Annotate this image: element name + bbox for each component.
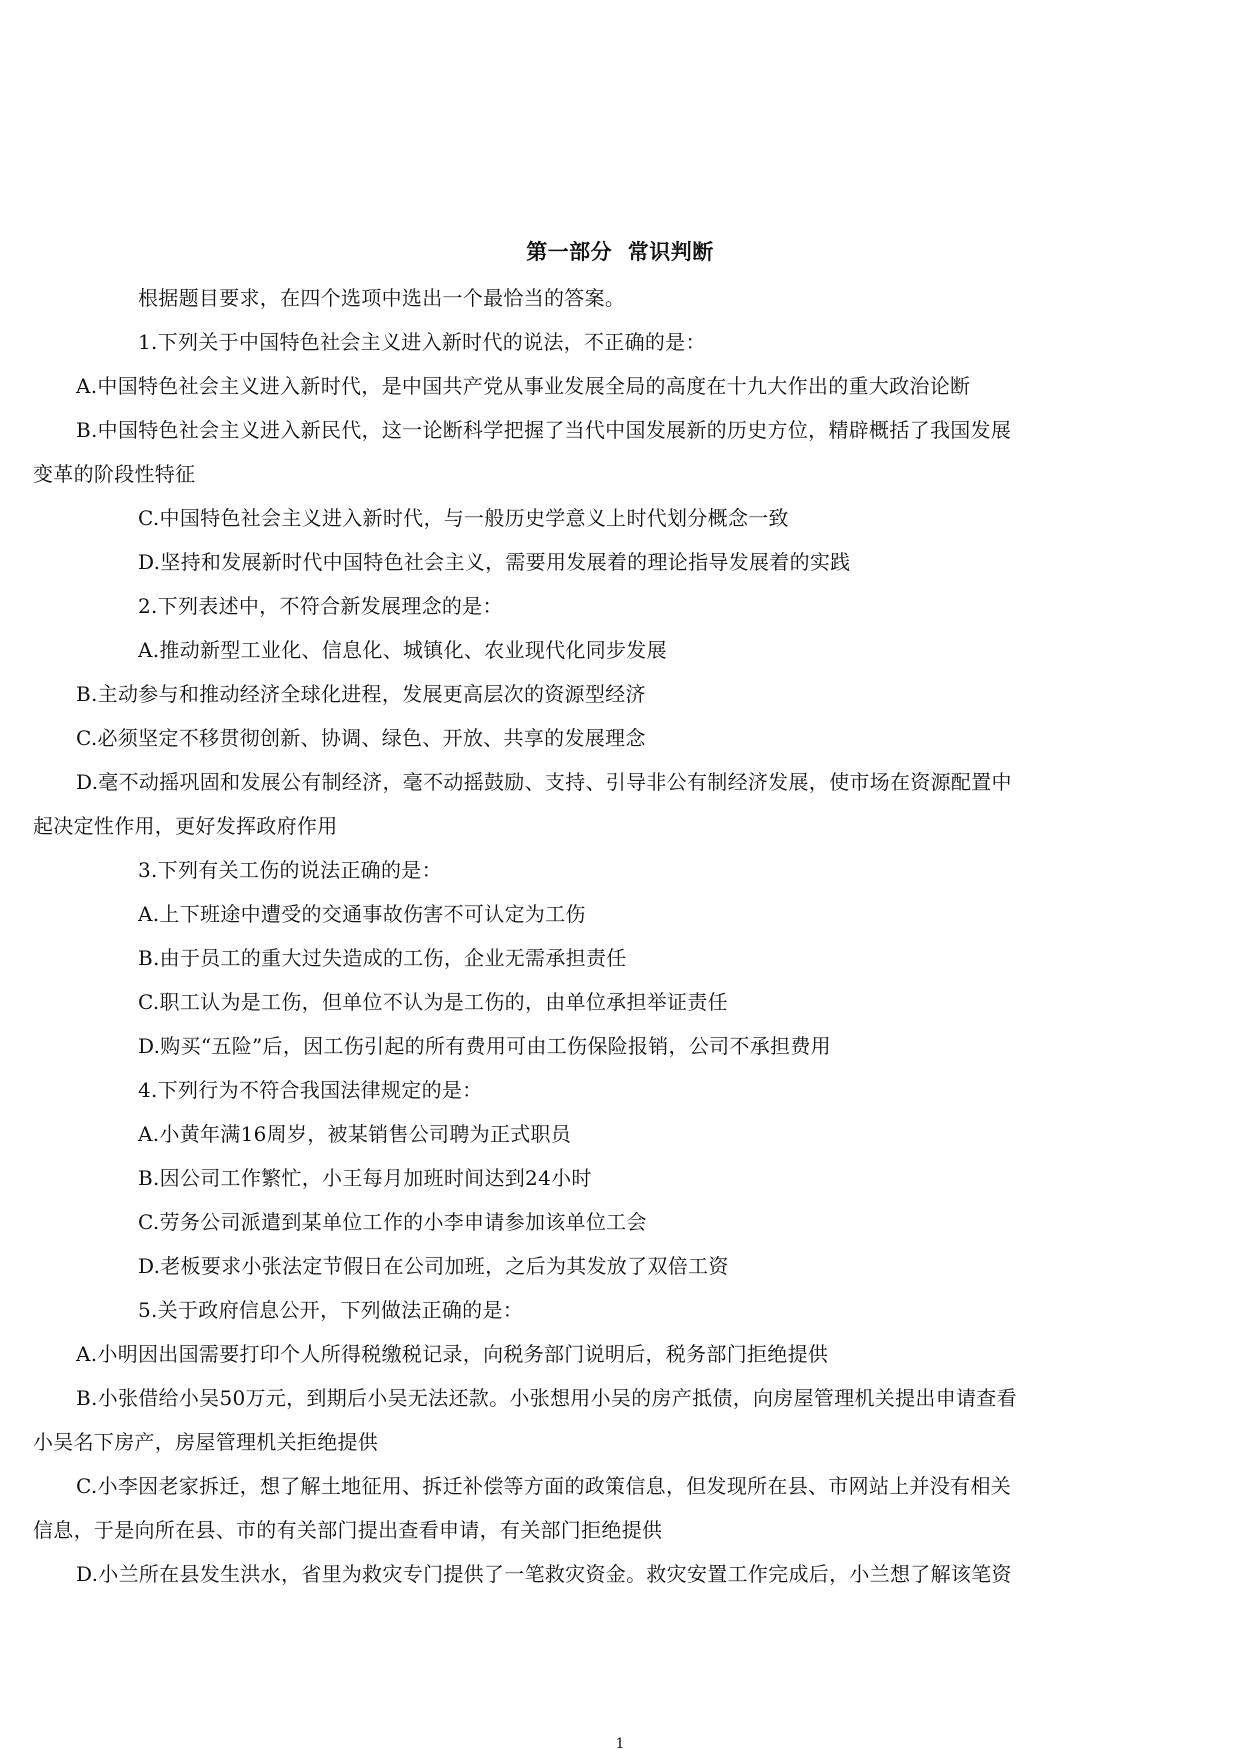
q3-option-a: A.上下班途中遭受的交通事故伤害不可认定为工伤 xyxy=(138,902,586,926)
question-2: 2.下列表述中，不符合新发展理念的是： xyxy=(138,594,503,618)
question-5: 5.关于政府信息公开，下列做法正确的是： xyxy=(138,1298,524,1322)
q5-option-c-continued: 信息，于是向所在县、市的有关部门提出查看申请，有关部门拒绝提供 xyxy=(33,1518,663,1542)
q5-option-d: D.小兰所在县发生洪水，省里为救灾专门提供了一笔救灾资金。救灾安置工作完成后，小兰想了解该笔资 xyxy=(76,1562,1012,1586)
q1-option-d: D.坚持和发展新时代中国特色社会主义，需要用发展着的理论指导发展着的实践 xyxy=(138,550,851,574)
q5-option-b-continued: 小吴名下房产，房屋管理机关拒绝提供 xyxy=(33,1430,379,1454)
question-4: 4.下列行为不符合我国法律规定的是： xyxy=(138,1078,483,1102)
q4-option-c: C.劳务公司派遣到某单位工作的小李申请参加该单位工会 xyxy=(138,1210,647,1234)
q4-option-d: D.老板要求小张法定节假日在公司加班，之后为其发放了双倍工资 xyxy=(138,1254,729,1278)
q1-option-c: C.中国特色社会主义进入新时代，与一般历史学意义上时代划分概念一致 xyxy=(138,506,789,530)
q5-option-b: B.小张借给小吴50万元，到期后小吴无法还款。小张想用小吴的房产抵债，向房屋管理机关提出申请查看 xyxy=(76,1386,1017,1410)
question-3: 3.下列有关工伤的说法正确的是： xyxy=(138,858,442,882)
q1-option-b-continued: 变革的阶段性特征 xyxy=(33,462,196,486)
q2-option-c: C.必须坚定不移贯彻创新、协调、绿色、开放、共享的发展理念 xyxy=(76,726,646,750)
q1-option-b: B.中国特色社会主义进入新民代，这一论断科学把握了当代中国发展新的历史方位，精辟概括了我国发展 xyxy=(76,418,1012,442)
q5-option-c: C.小李因老家拆迁，想了解土地征用、拆迁补偿等方面的政策信息，但发现所在县、市网站上并没有相关 xyxy=(76,1474,1012,1498)
q5-option-a: A.小明因出国需要打印个人所得税缴税记录，向税务部门说明后，税务部门拒绝提供 xyxy=(76,1342,829,1366)
q2-option-d: D.毫不动摇巩固和发展公有制经济，毫不动摇鼓励、支持、引导非公有制经济发展，使市场在资源配置中 xyxy=(76,770,1012,794)
q4-option-a: A.小黄年满16周岁，被某销售公司聘为正式职员 xyxy=(138,1122,572,1146)
q3-option-d: D.购买“五险”后，因工伤引起的所有费用可由工伤保险报销，公司不承担费用 xyxy=(138,1034,831,1058)
question-1: 1.下列关于中国特色社会主义进入新时代的说法，不正确的是： xyxy=(138,330,706,354)
instruction-text: 根据题目要求，在四个选项中选出一个最恰当的答案。 xyxy=(138,286,626,310)
q1-option-a: A.中国特色社会主义进入新时代，是中国共产党从事业发展全局的高度在十九大作出的重大政治论断 xyxy=(76,374,971,398)
q3-option-c: C.职工认为是工伤，但单位不认为是工伤的，由单位承担举证责任 xyxy=(138,990,728,1014)
section-title: 第一部分 常识判断 xyxy=(526,239,714,264)
q4-option-b: B.因公司工作繁忙，小王每月加班时间达到24小时 xyxy=(138,1166,592,1190)
q2-option-d-continued: 起决定性作用，更好发挥政府作用 xyxy=(33,814,338,838)
q2-option-a: A.推动新型工业化、信息化、城镇化、农业现代化同步发展 xyxy=(138,638,667,662)
page-number: 1 xyxy=(615,1736,625,1752)
q3-option-b: B.由于员工的重大过失造成的工伤，企业无需承担责任 xyxy=(138,946,627,970)
q2-option-b: B.主动参与和推动经济全球化进程，发展更高层次的资源型经济 xyxy=(76,682,646,706)
